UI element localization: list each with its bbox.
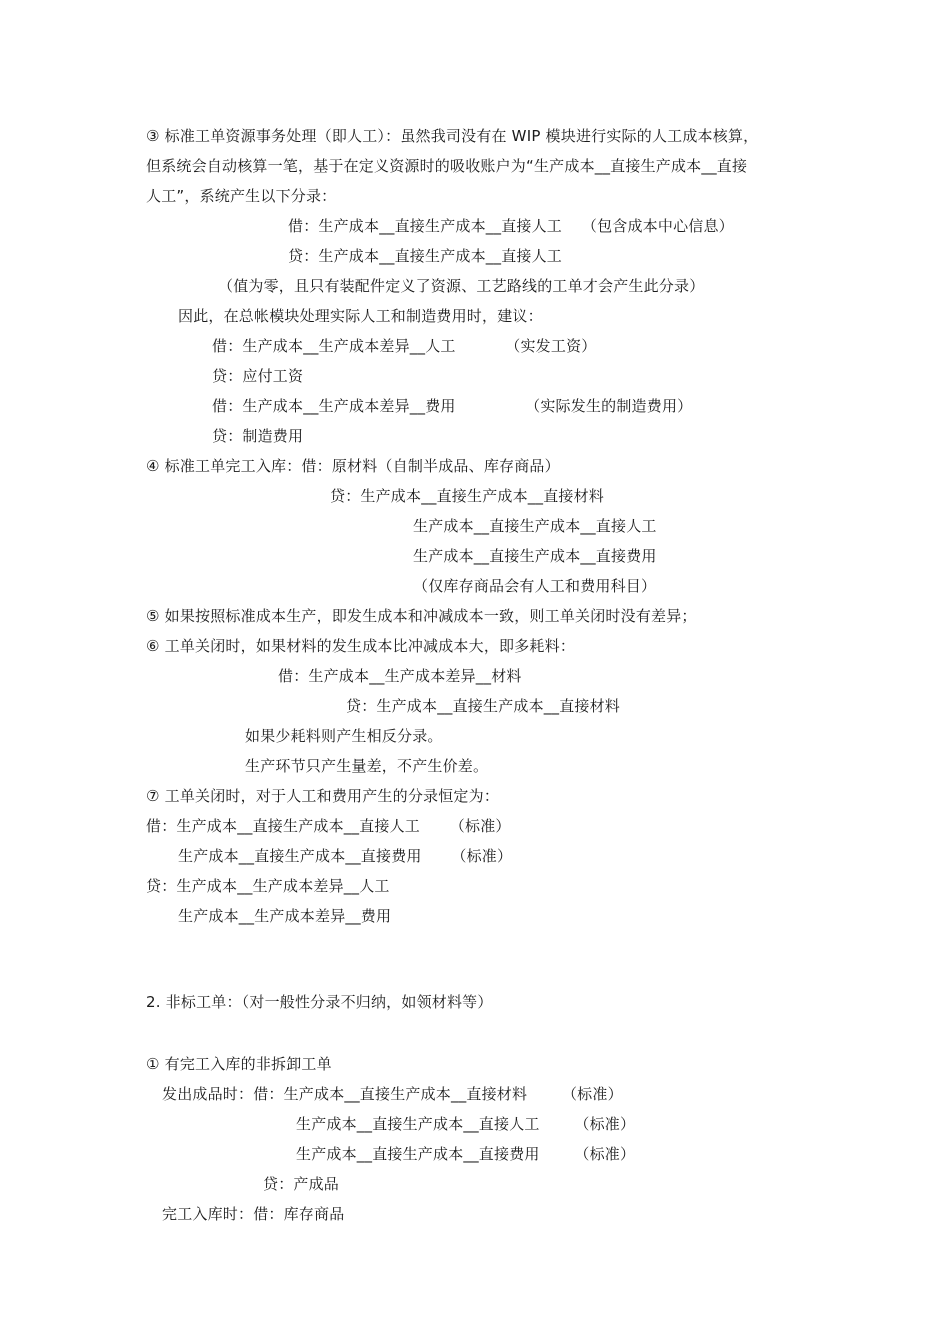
text-line: 发出成品时：借：生产成本__直接生产成本__直接材料 （标准） [162, 1085, 623, 1103]
text-line: 因此，在总帐模块处理实际人工和制造费用时，建议： [178, 307, 543, 325]
text-line: （仅库存商品会有人工和费用科目） [413, 577, 657, 595]
text-line: 借：生产成本__生产成本差异__人工 （实发工资） [212, 337, 597, 355]
text-line: 生产成本__直接生产成本__直接费用 （标准） [296, 1145, 636, 1163]
text-line: ① 有完工入库的非拆卸工单 [146, 1055, 332, 1073]
section-heading: 2. 非标工单：（对一般性分录不归纳，如领材料等） [146, 993, 493, 1011]
text-line: 生产环节只产生量差，不产生价差。 [245, 757, 489, 775]
text-line: 但系统会自动核算一笔，基于在定义资源时的吸收账户为“生产成本__直接生产成本__直接 [146, 157, 748, 175]
text-line: 贷：应付工资 [212, 367, 304, 385]
text-line: ④ 标准工单完工入库：借：原材料（自制半成品、库存商品） [146, 457, 560, 475]
text-line: 完工入库时：借：库存商品 [162, 1205, 345, 1223]
text-line: 贷：生产成本__直接生产成本__直接材料 [330, 487, 605, 505]
text-line: 生产成本__直接生产成本__直接人工 （标准） [296, 1115, 636, 1133]
text-line: 贷：生产成本__直接生产成本__直接材料 [346, 697, 621, 715]
text-line: 贷：生产成本__直接生产成本__直接人工 [288, 247, 563, 265]
text-line: 贷：制造费用 [212, 427, 304, 445]
text-line: ⑤ 如果按照标准成本生产，即发生成本和冲减成本一致，则工单关闭时没有差异； [146, 607, 697, 625]
text-line: 生产成本__直接生产成本__直接费用 （标准） [178, 847, 513, 865]
text-line: 生产成本__生产成本差异__费用 [178, 907, 392, 925]
text-line: 借：生产成本__直接生产成本__直接人工 （包含成本中心信息） [288, 217, 734, 235]
text-line: 贷：生产成本__生产成本差异__人工 [146, 877, 390, 895]
text-line: 借：生产成本__生产成本差异__材料 [278, 667, 522, 685]
text-line: 人工”，系统产生以下分录： [146, 187, 337, 205]
text-line: ③ 标准工单资源事务处理（即人工）：虽然我司没有在 WIP 模块进行实际的人工成本核算， [146, 127, 759, 145]
text-line: 贷：产成品 [263, 1175, 340, 1193]
text-line: 借：生产成本__直接生产成本__直接人工 （标准） [146, 817, 511, 835]
text-line: 如果少耗料则产生相反分录。 [245, 727, 443, 745]
text-line: 生产成本__直接生产成本__直接费用 [413, 547, 657, 565]
text-line: 生产成本__直接生产成本__直接人工 [413, 517, 657, 535]
text-line: （值为零，且只有装配件定义了资源、工艺路线的工单才会产生此分录） [218, 277, 705, 295]
text-line: 借：生产成本__生产成本差异__费用 （实际发生的制造费用） [212, 397, 693, 415]
text-line: ⑥ 工单关闭时，如果材料的发生成本比冲减成本大，即多耗料： [146, 637, 576, 655]
text-line: ⑦ 工单关闭时，对于人工和费用产生的分录恒定为： [146, 787, 500, 805]
